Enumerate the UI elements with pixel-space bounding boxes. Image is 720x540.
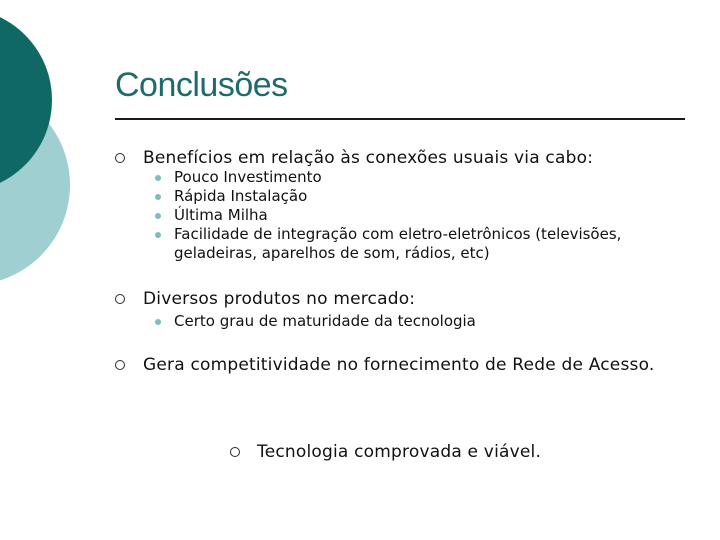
sub-bullet-text: Última Milha	[174, 206, 268, 224]
bullet-text: Gera competitividade no fornecimento de Rede de Acesso.	[143, 355, 655, 375]
filled-dot-bullet-icon	[155, 194, 161, 200]
title-divider	[115, 118, 685, 120]
bullet-beneficios	[115, 148, 685, 168]
filled-dot-bullet-icon	[155, 232, 161, 238]
hollow-circle-bullet-icon	[115, 360, 125, 370]
sub-bullet-rapida-instalacao	[155, 187, 665, 206]
hollow-circle-bullet-icon	[115, 294, 125, 304]
filled-dot-bullet-icon	[155, 175, 161, 181]
sub-bullet-maturidade	[155, 312, 665, 331]
sub-bullet-text: Certo grau de maturidade da tecnologia	[174, 312, 476, 330]
bullet-tecnologia-comprovada	[230, 442, 541, 462]
filled-dot-bullet-icon	[155, 319, 161, 325]
filled-dot-bullet-icon	[155, 213, 161, 219]
sub-bullet-text: Pouco Investimento	[174, 168, 322, 186]
slide-title: Conclusões	[115, 66, 288, 104]
sub-bullet-text: Rápida Instalação	[174, 187, 308, 205]
sub-bullet-text: Facilidade de integração com eletro-eletrônicos (televisões, geladeiras, aparelhos de som, rádios, etc)	[174, 225, 622, 262]
bullet-text: Benefícios em relação às conexões usuais via cabo:	[143, 148, 594, 168]
bullet-text: Diversos produtos no mercado:	[143, 289, 416, 309]
bullet-diversos-produtos	[115, 289, 685, 309]
bullet-competitividade	[115, 355, 685, 375]
bullet-text: Tecnologia comprovada e viável.	[257, 442, 542, 462]
hollow-circle-bullet-icon	[230, 447, 240, 457]
decorative-circles	[0, 0, 120, 300]
sub-bullet-facilidade-integracao	[155, 225, 665, 263]
sub-bullet-pouco-investimento	[155, 168, 665, 187]
sub-bullet-ultima-milha	[155, 206, 665, 225]
hollow-circle-bullet-icon	[115, 153, 125, 163]
